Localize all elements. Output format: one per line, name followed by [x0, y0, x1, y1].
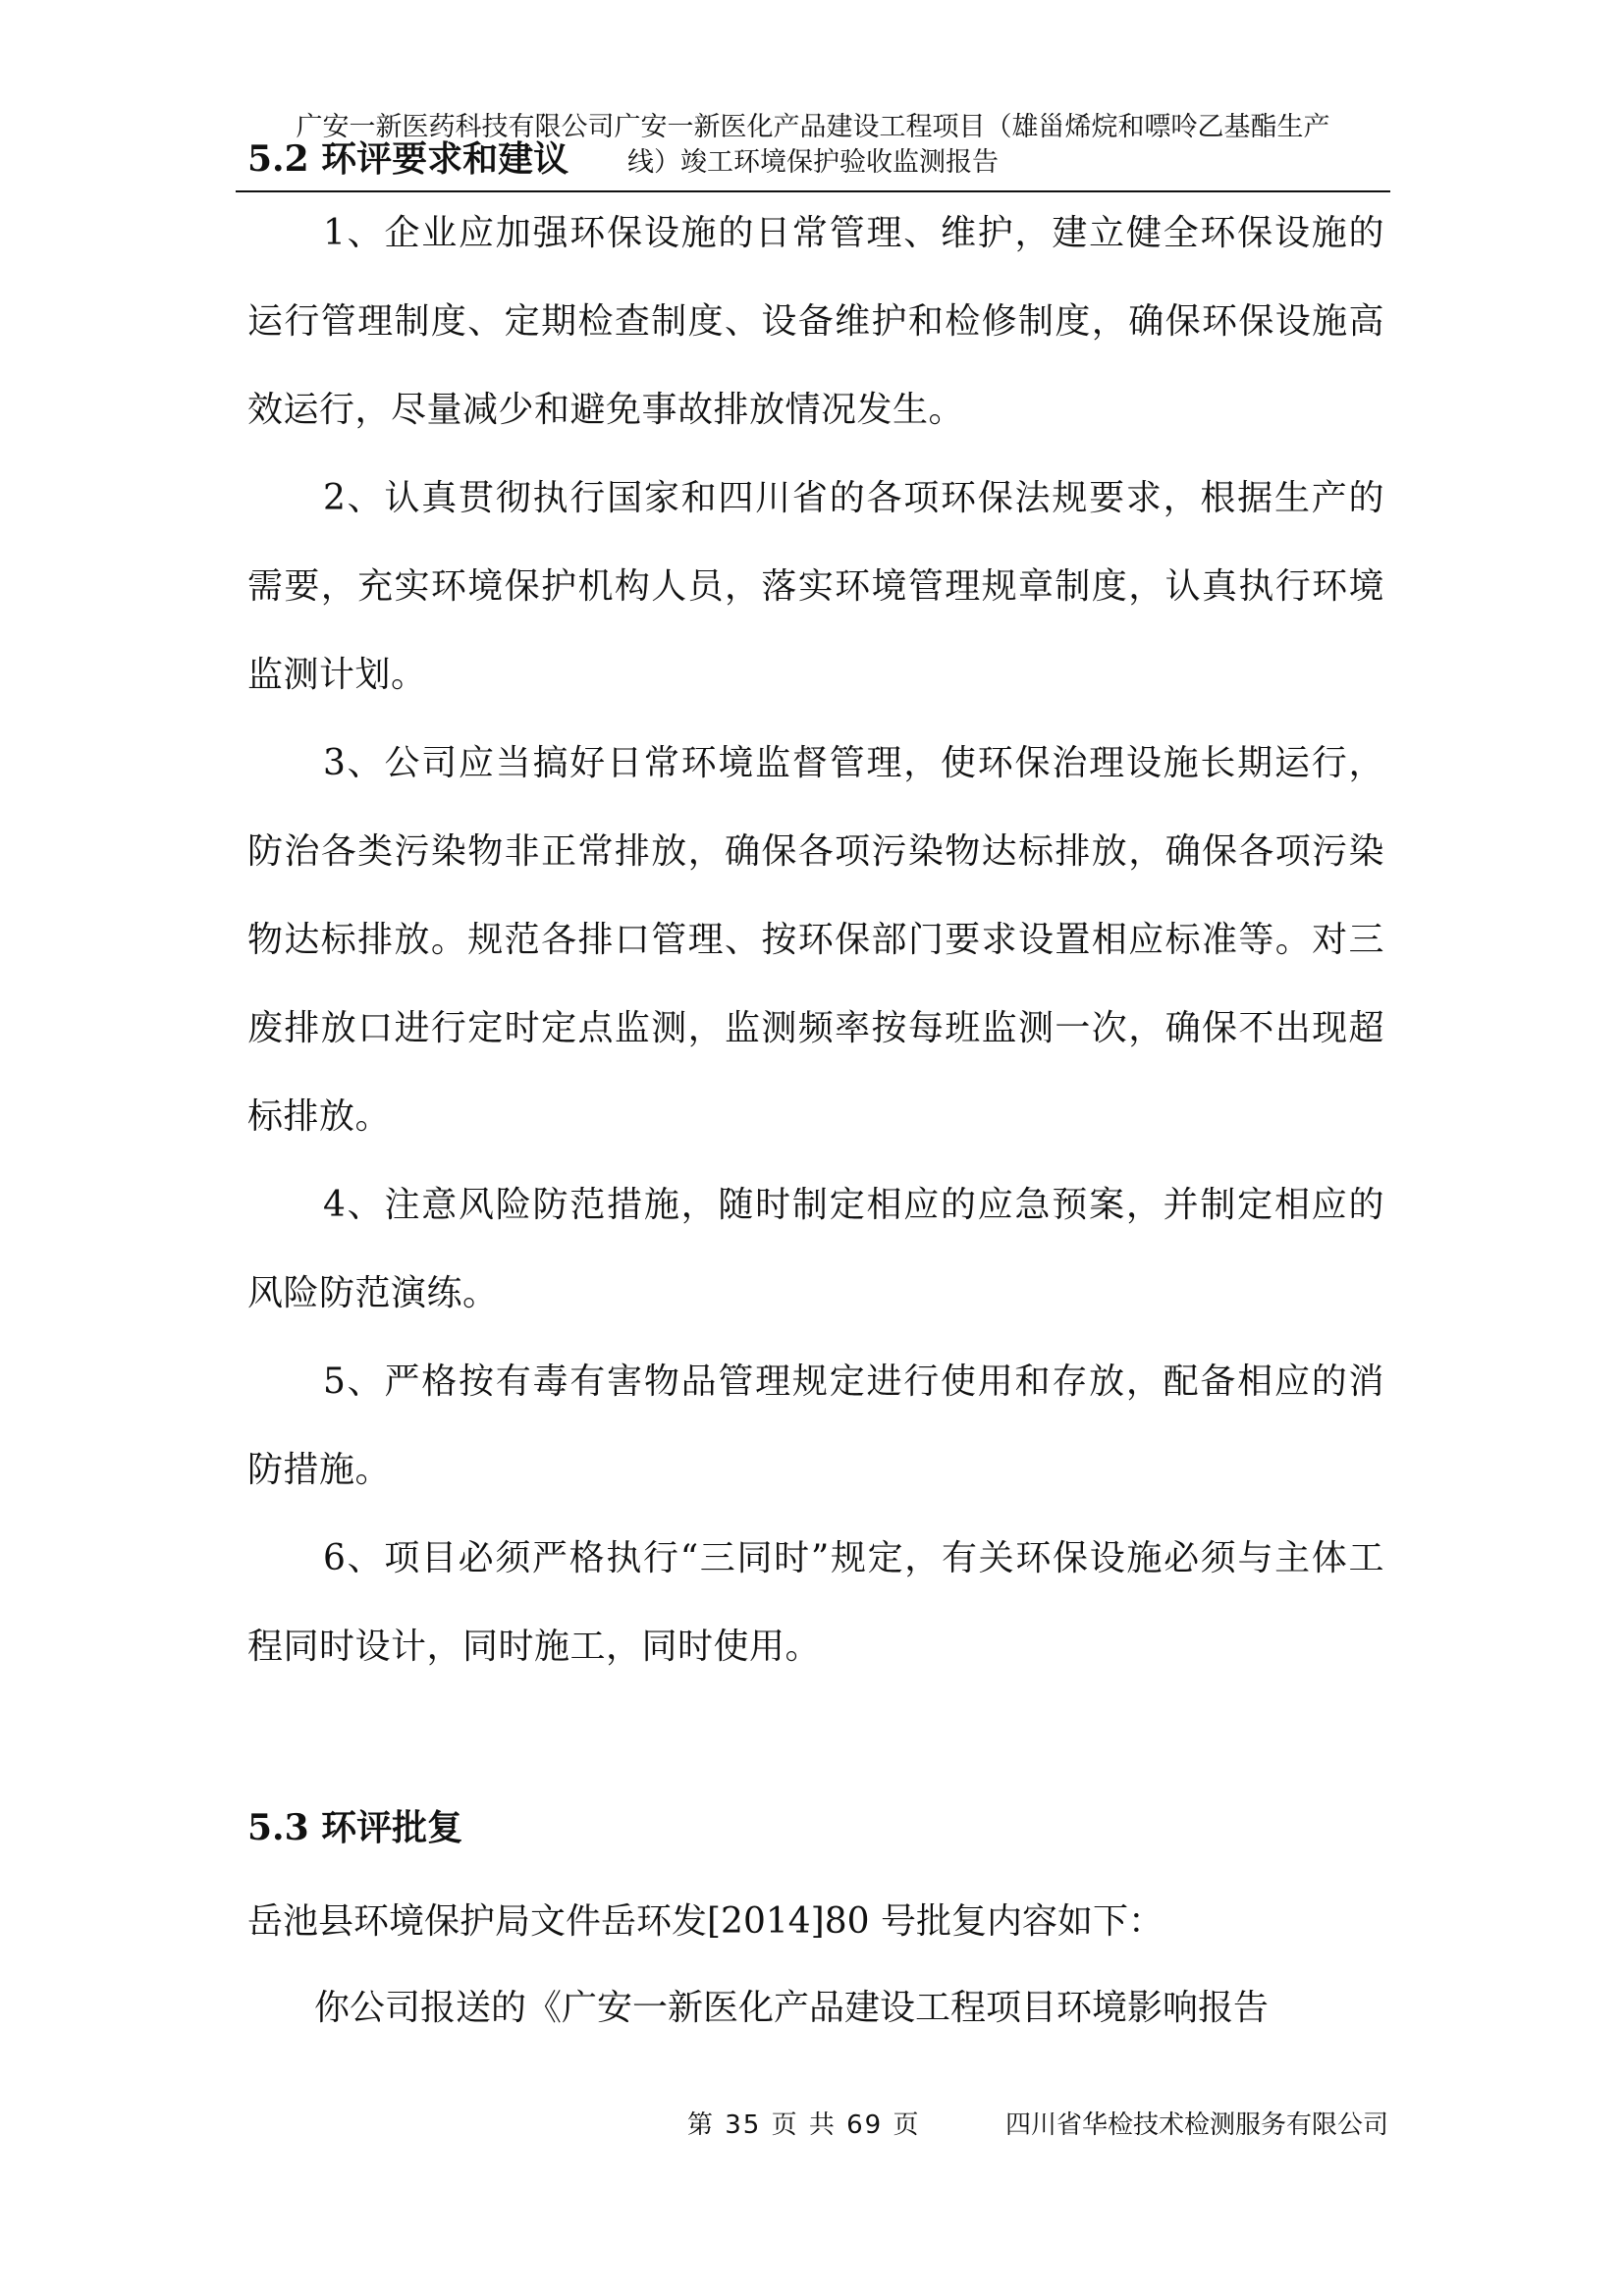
- requirement-item-2: 2、认真贯彻执行国家和四川省的各项环保法规要求，根据生产的需要，充实环境保护机构人员，落实环境管理规章制度，认真执行环境监测计划。: [247, 478, 1384, 695]
- section-5-3-intro: 岳池县环境保护局文件岳环发[2014]80 号批复内容如下：: [247, 1901, 1164, 1942]
- section-5-2-list: [247, 189, 1384, 1691]
- requirement-item-6: 6、项目必须严格执行“三同时”规定，有关环保设施必须与主体工程同时设计，同时施工，同时使用。: [247, 1538, 1384, 1667]
- header-title-line-1: 广安一新医药科技有限公司广安一新医化产品建设工程项目（雄甾烯烷和嘌呤乙基酯生产: [296, 112, 1330, 142]
- section-5-2-heading: 5.2 环评要求和建议: [247, 138, 569, 180]
- requirement-item-1: 1、企业应加强环保设施的日常管理、维护，建立健全环保设施的运行管理制度、定期检查制度、设备维护和检修制度，确保环保设施高效运行，尽量减少和避免事故排放情况发生。: [247, 213, 1384, 430]
- requirement-item-4: 4、注意风险防范措施，随时制定相应的应急预案，并制定相应的风险防范演练。: [247, 1185, 1384, 1313]
- requirement-item-3: 3、公司应当搞好日常环境监督管理，使环保治理设施长期运行，防治各类污染物非正常排放，确保各项污染物达标排放，确保各项污染物达标排放。规范各排口管理、按环保部门要求设置相应标准等。对三废排放口进行定时定点监测，监测频率按每班监测一次，确保不出现超标排放。: [247, 743, 1384, 1137]
- page-number: 第 35 页 共 69 页: [687, 2110, 921, 2140]
- section-5-3-body: 你公司报送的《广安一新医化产品建设工程项目环境影响报告: [314, 1988, 1270, 2028]
- footer-company-name: 四川省华检技术检测服务有限公司: [1004, 2110, 1388, 2140]
- requirement-item-5: 5、严格按有毒有害物品管理规定进行使用和存放，配备相应的消防措施。: [247, 1362, 1384, 1490]
- section-5-3-heading: 5.3 环评批复: [247, 1807, 463, 1848]
- header-title-line-2: 线）竣工环境保护验收监测报告: [627, 147, 999, 178]
